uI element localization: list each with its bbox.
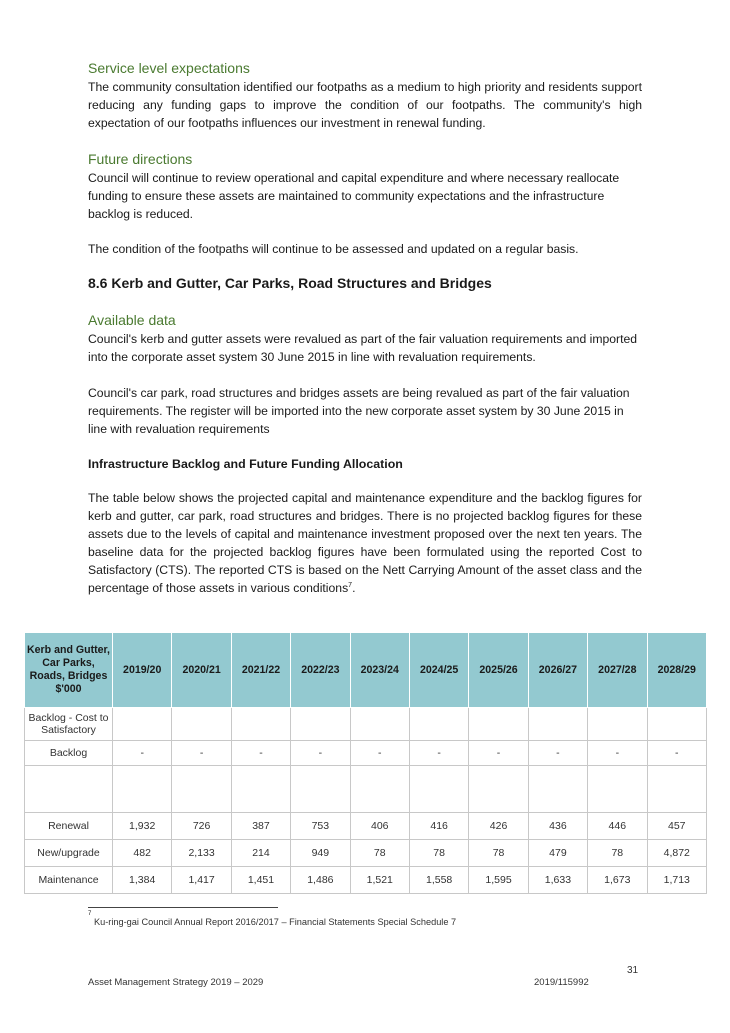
table-cell — [231, 766, 290, 813]
footpath-condition-paragraph: The condition of the footpaths will continue to be assessed and updated on a regular basis. — [88, 242, 579, 256]
table-cell: 78 — [350, 840, 409, 867]
table-cell: 1,486 — [291, 867, 350, 894]
table-cell: - — [172, 741, 231, 766]
table-cell — [588, 708, 647, 741]
table-cell — [172, 708, 231, 741]
table-cell: - — [231, 741, 290, 766]
row-label: Maintenance — [25, 867, 113, 894]
table-cell — [528, 766, 587, 813]
table-cell — [291, 766, 350, 813]
row-label: Renewal — [25, 813, 113, 840]
footer-document-reference: 2019/115992 — [534, 977, 589, 988]
year-header: 2027/28 — [588, 633, 647, 708]
table-cell: 1,595 — [469, 867, 528, 894]
table-cell: 1,713 — [647, 867, 706, 894]
table-cell: - — [528, 741, 587, 766]
table-row-renewal — [25, 813, 707, 840]
table-cell — [231, 708, 290, 741]
table-cell: 4,872 — [647, 840, 706, 867]
table-cell: 1,633 — [528, 867, 587, 894]
table-row-blank — [25, 766, 707, 813]
table-cell — [350, 708, 409, 741]
table-cell: 1,673 — [588, 867, 647, 894]
table-header-row — [25, 633, 707, 708]
year-header: 2022/23 — [291, 633, 350, 708]
table-row-backlog-cost-to-satisfactory — [25, 708, 707, 741]
table-cell: - — [647, 741, 706, 766]
backlog-funding-paragraph — [88, 489, 642, 597]
footer-document-title: Asset Management Strategy 2019 – 2029 — [88, 977, 264, 988]
backlog-paragraph-end: . — [352, 581, 356, 595]
table-cell: - — [588, 741, 647, 766]
section-title: 8.6 Kerb and Gutter, Car Parks, Road Structures and Bridges — [88, 275, 492, 291]
table-cell: - — [113, 741, 172, 766]
table-cell — [172, 766, 231, 813]
table-cell: - — [409, 741, 468, 766]
available-data-paragraph-2: Council's car park, road structures and bridges assets are being revalued as part of the fair valuation requirements. The register will be imported into the new corporate asset system by 30 June 2015 in line with revaluation requirements — [88, 386, 630, 436]
table-cell: 426 — [469, 813, 528, 840]
table-cell — [528, 708, 587, 741]
year-header: 2028/29 — [647, 633, 706, 708]
year-header: 2024/25 — [409, 633, 468, 708]
table-cell — [113, 766, 172, 813]
table-cell: 1,932 — [113, 813, 172, 840]
service-level-paragraph: The community consultation identified our footpaths as a medium to high priority and residents support reducing any funding gaps to improve the condition of our footpaths. The community's high expectation of our footpaths influences our investment in renewal funding. — [88, 80, 642, 130]
table-cell: - — [291, 741, 350, 766]
table-cell: 1,558 — [409, 867, 468, 894]
table-row-maintenance — [25, 867, 707, 894]
table-cell: 78 — [409, 840, 468, 867]
row-label: Backlog - Cost to Satisfactory — [25, 708, 113, 741]
table-cell: 387 — [231, 813, 290, 840]
service-level-heading: Service level expectations — [88, 60, 250, 76]
row-label: Backlog — [25, 741, 113, 766]
table-row-new-upgrade — [25, 840, 707, 867]
row-label: New/upgrade — [25, 840, 113, 867]
table-cell: - — [469, 741, 528, 766]
future-directions-heading: Future directions — [88, 151, 193, 167]
table-cell — [647, 708, 706, 741]
table-cell: 1,451 — [231, 867, 290, 894]
year-header: 2023/24 — [350, 633, 409, 708]
year-header: 2025/26 — [469, 633, 528, 708]
table-cell: 436 — [528, 813, 587, 840]
table-cell: 1,384 — [113, 867, 172, 894]
available-data-heading: Available data — [88, 312, 176, 328]
table-cell: 949 — [291, 840, 350, 867]
table-row-backlog — [25, 741, 707, 766]
table-cell — [647, 766, 706, 813]
footnote-divider — [88, 907, 278, 908]
table-header-label: Kerb and Gutter, Car Parks, Roads, Bridges $'000 — [25, 633, 113, 708]
footnote-text: Ku-ring-gai Council Annual Report 2016/2017 – Financial Statements Special Schedule 7 — [94, 917, 457, 927]
table-cell: 753 — [291, 813, 350, 840]
available-data-paragraph-1: Council's kerb and gutter assets were revalued as part of the fair valuation requirements and imported into the corporate asset system 30 June 2015 in line with revaluation requirements. — [88, 332, 638, 364]
table-cell: 406 — [350, 813, 409, 840]
table-cell: 479 — [528, 840, 587, 867]
table-cell — [469, 766, 528, 813]
table-cell: 2,133 — [172, 840, 231, 867]
table-cell — [291, 708, 350, 741]
table-cell: 457 — [647, 813, 706, 840]
table-cell: - — [350, 741, 409, 766]
table-cell — [113, 708, 172, 741]
table-cell: 1,521 — [350, 867, 409, 894]
table-cell — [350, 766, 409, 813]
backlog-paragraph-text: The table below shows the projected capital and maintenance expenditure and the backlog figures for kerb and gutter, car park, road structures and bridges. There is no projected backlog figures for these assets due to the levels of capital and maintenance investment proposed over the next ten years. The baseline data for the projected backlog figures have been formulated using the reported Cost to Satisfactory (CTS). The reported CTS is based on the Nett Carrying Amount of the asset class and the percentage of those assets in various conditions — [88, 491, 642, 595]
year-header: 2019/20 — [113, 633, 172, 708]
funding-table — [24, 632, 707, 894]
year-header: 2021/22 — [231, 633, 290, 708]
year-header: 2026/27 — [528, 633, 587, 708]
table-cell: 416 — [409, 813, 468, 840]
table-cell: 1,417 — [172, 867, 231, 894]
future-directions-paragraph: Council will continue to review operational and capital expenditure and where necessary reallocate funding to ensure these assets are maintained to community expectations and the infrastructure backlog is reduced. — [88, 171, 620, 221]
footnote-mark: 7 — [88, 911, 92, 917]
table-cell: 78 — [469, 840, 528, 867]
year-header: 2020/21 — [172, 633, 231, 708]
table-cell — [409, 766, 468, 813]
table-cell: 446 — [588, 813, 647, 840]
table-cell: 214 — [231, 840, 290, 867]
table-cell — [469, 708, 528, 741]
table-cell — [409, 708, 468, 741]
table-cell: 78 — [588, 840, 647, 867]
backlog-funding-heading: Infrastructure Backlog and Future Funding Allocation — [88, 457, 403, 471]
page-number: 31 — [627, 965, 639, 976]
row-label — [25, 766, 113, 813]
table-cell: 482 — [113, 840, 172, 867]
footnote-reference: 7 — [348, 581, 353, 589]
table-cell — [588, 766, 647, 813]
table-cell: 726 — [172, 813, 231, 840]
